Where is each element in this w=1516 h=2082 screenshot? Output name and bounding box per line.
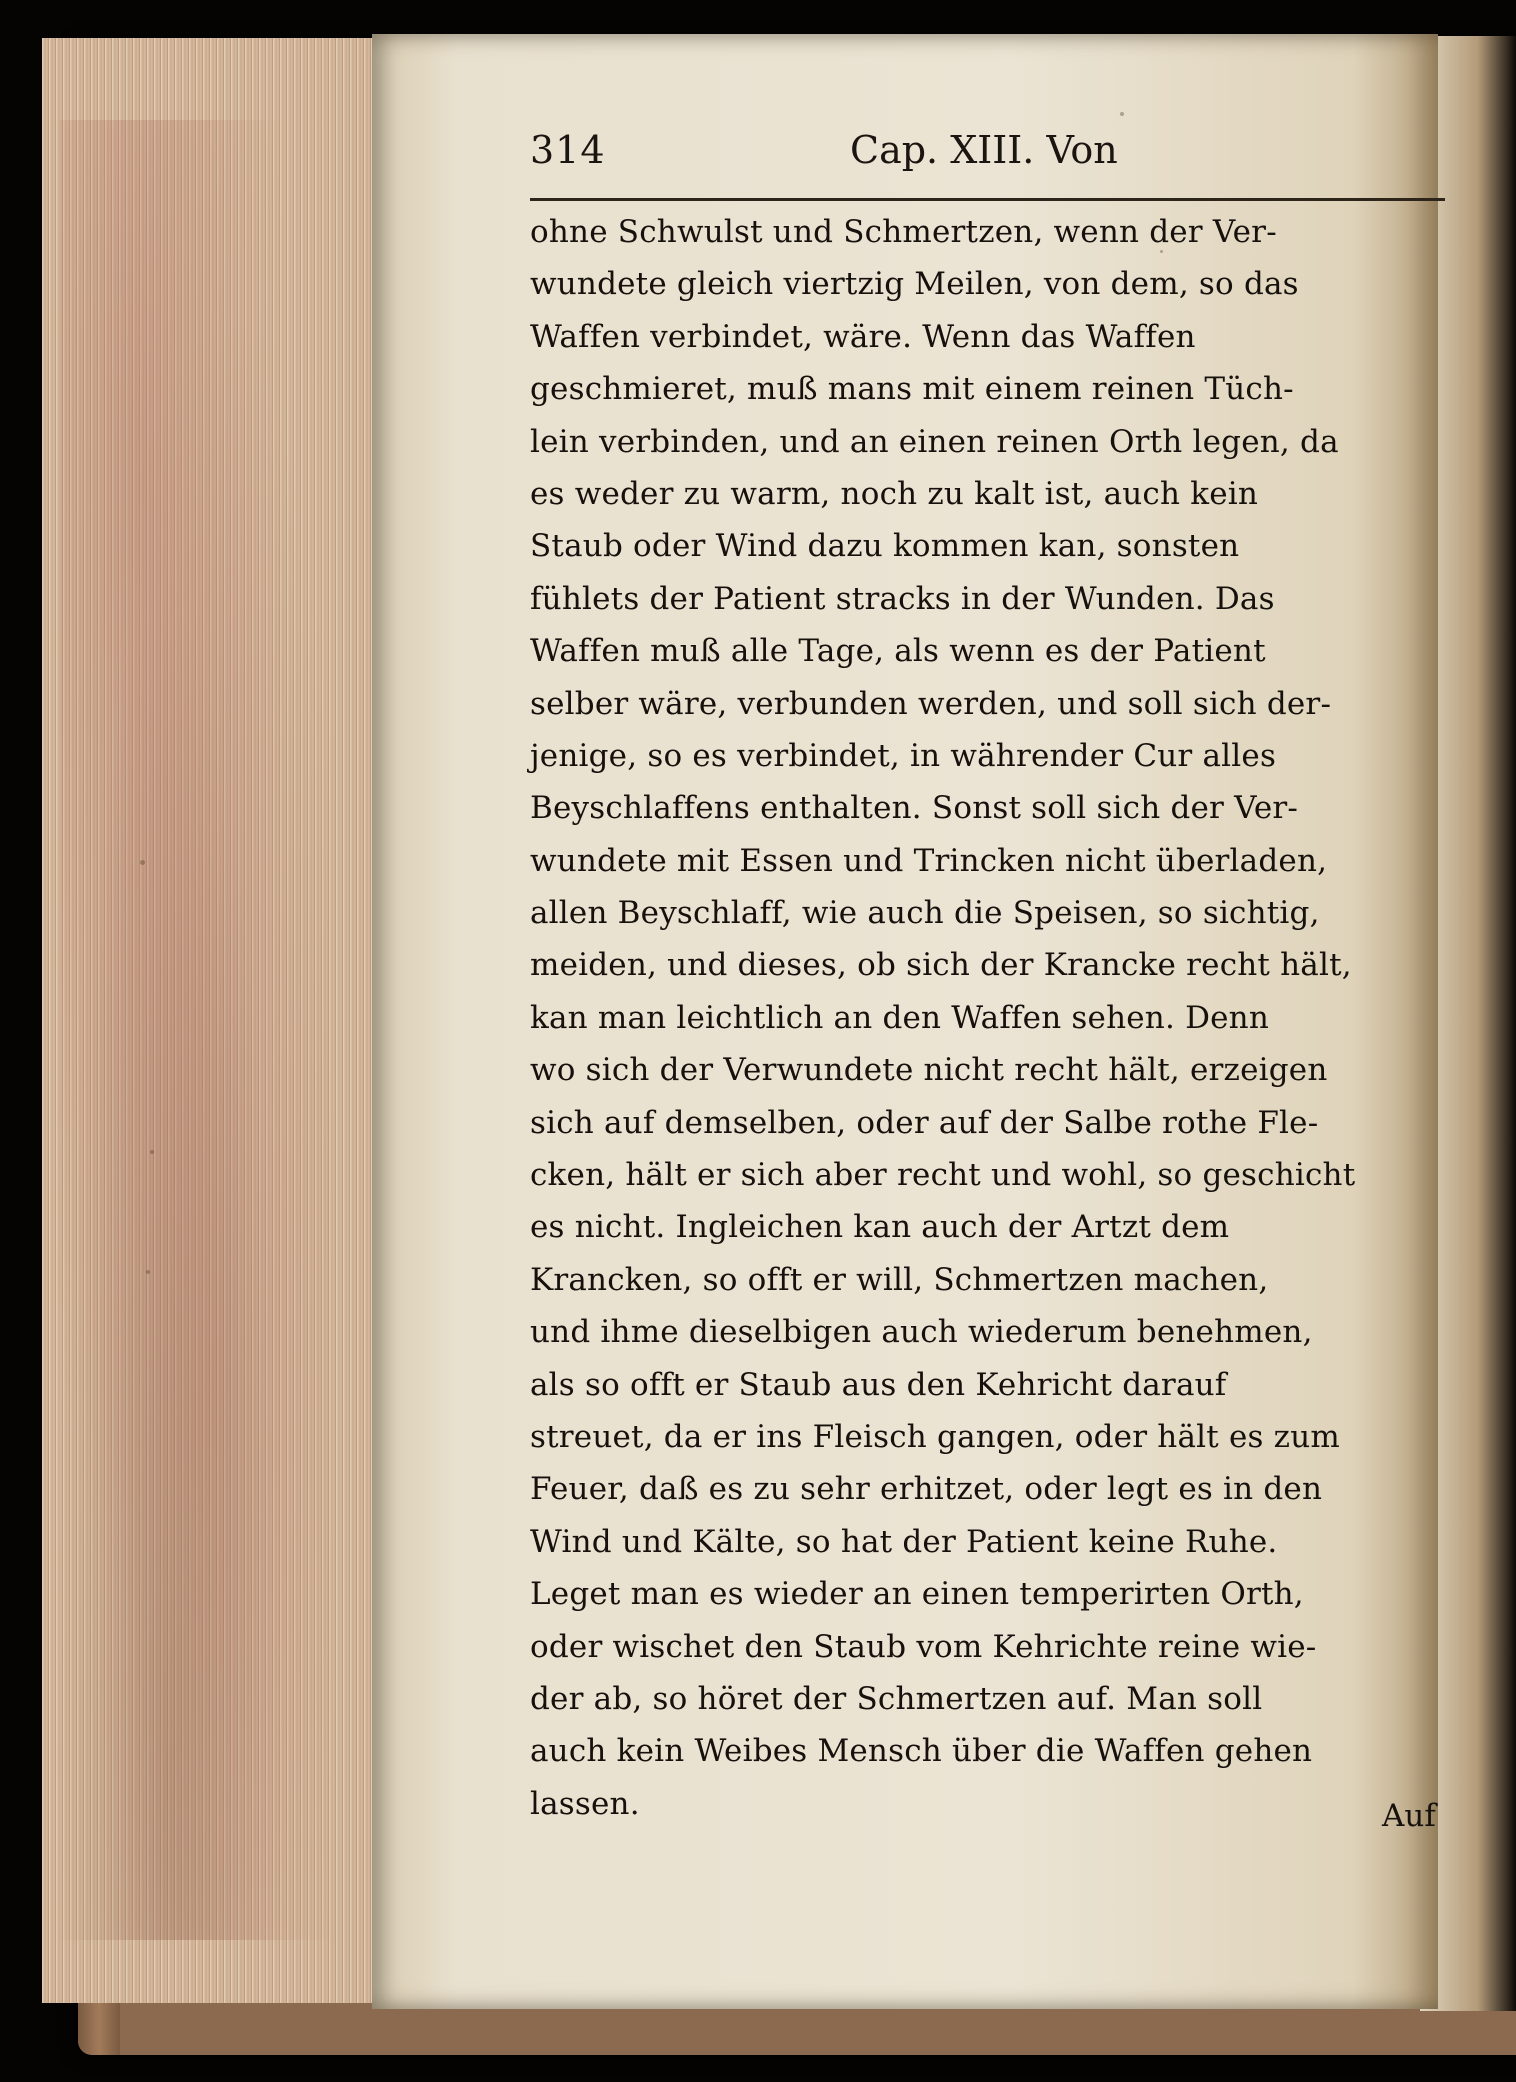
text-line: wundete gleich viertzig Meilen, von dem, so das	[530, 266, 1299, 303]
page-edge-stains	[60, 120, 330, 1940]
header-rule	[530, 198, 1445, 201]
paper-spot	[1120, 112, 1124, 116]
text-line: als so offt er Staub aus den Kehricht darauf	[530, 1366, 1227, 1403]
text-line: Krancken, so offt er will, Schmertzen machen,	[530, 1261, 1269, 1298]
text-line: ohne Schwulst und Schmertzen, wenn der Ver-	[530, 214, 1277, 250]
paper-spot	[150, 1150, 154, 1154]
text-line: Waffen muß alle Tage, als wenn es der Patient	[530, 633, 1266, 670]
text-line: der ab, so höret der Schmertzen auf. Man soll	[530, 1680, 1263, 1717]
text-line: lassen.	[530, 1785, 640, 1822]
text-line: Leget man es wieder an einen temperirten Orth,	[530, 1576, 1304, 1613]
text-line: Waffen verbindet, wäre. Wenn das Waffen	[530, 318, 1196, 355]
paper-spot	[140, 860, 145, 865]
text-line: kan man leichtlich an den Waffen sehen. Denn	[530, 999, 1269, 1036]
text-line: allen Beyschlaff, wie auch die Speisen, so sichtig,	[530, 895, 1320, 932]
text-line: wundete mit Essen und Trincken nicht überladen,	[530, 842, 1328, 879]
text-line: geschmieret, muß mans mit einem reinen Tüch-	[530, 371, 1294, 408]
text-line: Wind und Kälte, so hat der Patient keine Ruhe.	[530, 1523, 1278, 1560]
text-line: Beyschlaffens enthalten. Sonst soll sich der Ver-	[530, 790, 1299, 827]
text-line: Staub oder Wind dazu kommen kan, sonsten	[530, 528, 1240, 565]
catchword: Auf	[1382, 1798, 1436, 1834]
text-line: fühlets der Patient stracks in der Wunden. Das	[530, 580, 1275, 617]
text-line: meiden, und dieses, ob sich der Krancke recht hält,	[530, 947, 1352, 984]
text-line: cken, hält er sich aber recht und wohl, so geschicht	[530, 1157, 1356, 1194]
text-line: wo sich der Verwundete nicht recht hält, erzeigen	[530, 1052, 1328, 1089]
text-line: Feuer, daß es zu sehr erhitzet, oder legt es in den	[530, 1471, 1323, 1508]
text-line: und ihme dieselbigen auch wiederum benehmen,	[530, 1314, 1313, 1351]
body-text	[530, 206, 1450, 1830]
text-line: jenige, so es verbindet, in währender Cur alles	[530, 737, 1277, 774]
text-line: streuet, da er ins Fleisch gangen, oder hält es zum	[530, 1418, 1340, 1455]
text-line: sich auf demselben, oder auf der Salbe rothe Fle-	[530, 1104, 1319, 1141]
text-line: es nicht. Ingleichen kan auch der Artzt dem	[530, 1209, 1230, 1246]
page-number: 314	[530, 128, 606, 172]
text-line: oder wischet den Staub vom Kehrichte reine wie-	[530, 1628, 1317, 1665]
paper-spot	[146, 1270, 150, 1274]
running-title: Cap. XIII. Von	[850, 128, 1118, 172]
text-line: auch kein Weibes Mensch über die Waffen gehen	[530, 1733, 1313, 1770]
text-line: lein verbinden, und an einen reinen Orth legen, da	[530, 423, 1339, 460]
text-line: selber wäre, verbunden werden, und soll sich der-	[530, 685, 1332, 722]
text-line: es weder zu warm, noch zu kalt ist, auch kein	[530, 475, 1259, 512]
page-header	[530, 128, 1450, 188]
